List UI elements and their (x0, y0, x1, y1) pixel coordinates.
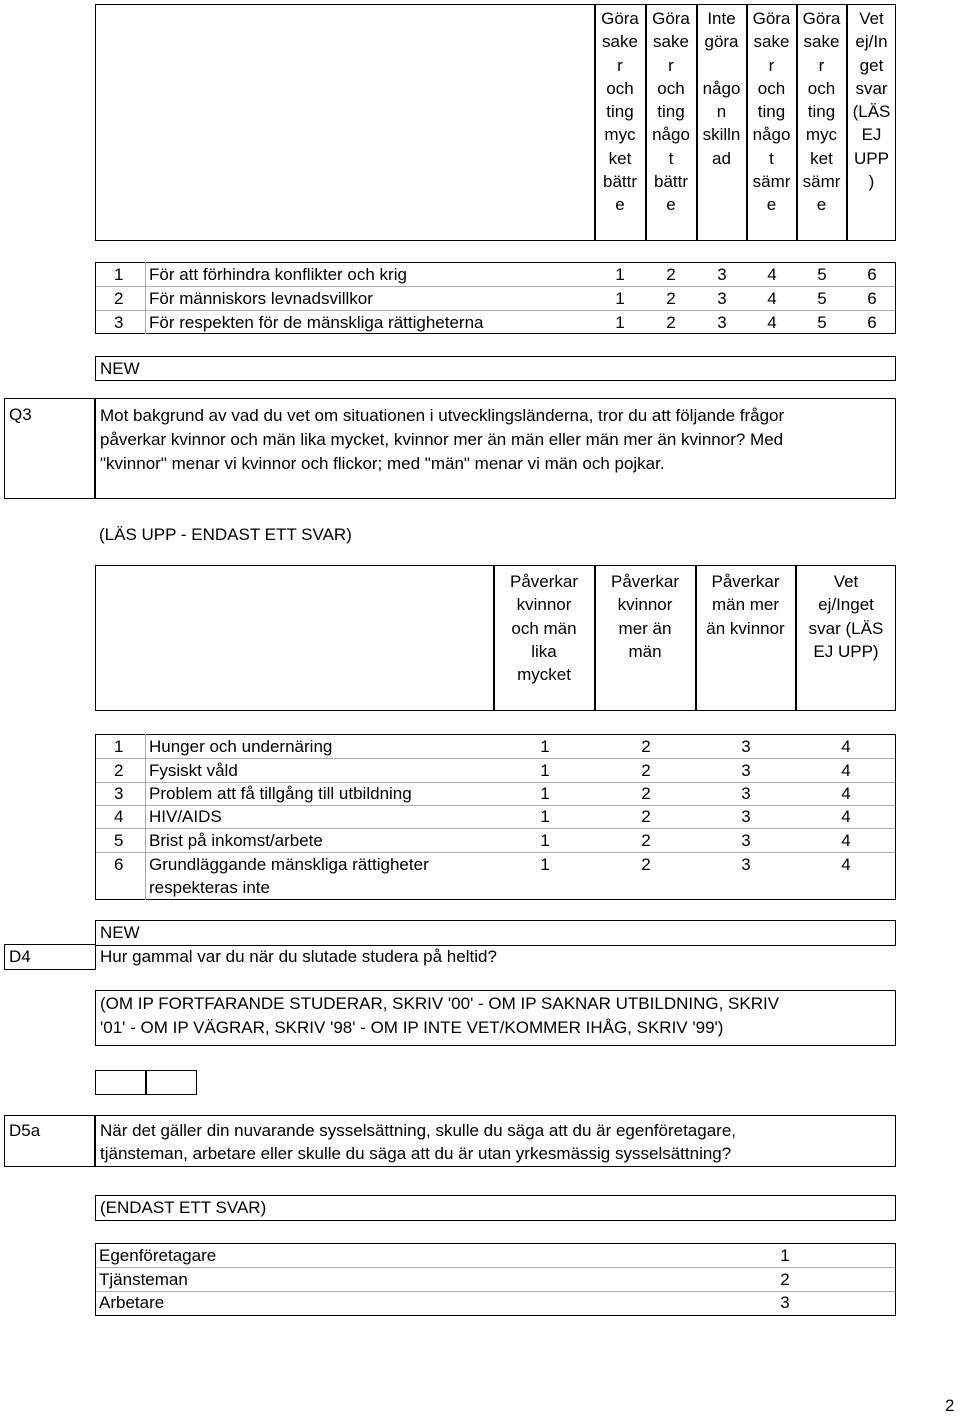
answer-code[interactable]: 4 (841, 737, 851, 756)
instruction: (OM IP FORTFARANDE STUDERAR, SKRIV '00' - OM IP SAKNAR UTBILDNING, SKRIV (100, 994, 780, 1013)
answer-code[interactable]: 1 (540, 807, 550, 826)
answer-code[interactable]: 6 (867, 289, 877, 308)
new-tag: NEW (100, 359, 140, 378)
answer-code[interactable]: 2 (666, 265, 676, 284)
row-label: För människors levnadsvillkor (149, 289, 373, 308)
answer-code[interactable]: 2 (641, 807, 651, 826)
option-label: Egenföretagare (99, 1246, 217, 1265)
new-tag-box (95, 920, 896, 946)
row-number: 1 (114, 737, 124, 756)
row-number: 1 (114, 265, 124, 284)
instruction: (ENDAST ETT SVAR) (100, 1198, 267, 1217)
answer-code[interactable]: 2 (666, 289, 676, 308)
q3-col-header: Påverkar män mer än kvinnor (706, 572, 785, 638)
answer-code[interactable]: 3 (741, 831, 751, 850)
answer-code[interactable]: 4 (841, 855, 851, 874)
table1-col-header: Vet ej/In get svar (LÄS EJ UPP ) (852, 9, 891, 192)
question-text: tjänsteman, arbetare eller skulle du säga att du är utan yrkesmässig sysselsättning? (100, 1144, 732, 1163)
answer-code[interactable]: 3 (717, 313, 727, 332)
table1-col-header: Göra sake r och ting myc ket sämr e (802, 9, 841, 215)
table1-col-header: Göra sake r och ting någo t sämr e (752, 9, 791, 215)
answer-code[interactable]: 1 (540, 761, 550, 780)
answer-code[interactable]: 6 (867, 265, 877, 284)
table1-col-header: Göra sake r och ting någo t bättr e (652, 9, 690, 215)
question-text: Hur gammal var du när du slutade studera på heltid? (100, 947, 497, 966)
row-label: Fysiskt våld (149, 761, 238, 780)
answer-code[interactable]: 4 (841, 784, 851, 803)
answer-code[interactable]: 3 (741, 855, 751, 874)
table1-col-header: Göra sake r och ting myc ket bättr e (601, 9, 639, 215)
q3-col-header: Vet ej/Inget svar (LÄS EJ UPP) (808, 572, 884, 661)
new-tag: NEW (100, 923, 140, 942)
answer-code[interactable]: 2 (641, 831, 651, 850)
row-label: Problem att få tillgång till utbildning (149, 784, 412, 803)
answer-code[interactable]: 2 (641, 784, 651, 803)
answer-code[interactable]: 1 (540, 737, 550, 756)
answer-code[interactable]: 1 (615, 313, 625, 332)
row-number: 3 (114, 784, 124, 803)
table1-col-header: Inte göra någo n skilln ad (702, 9, 741, 168)
option-code[interactable]: 2 (780, 1270, 790, 1289)
question-text: "kvinnor" menar vi kvinnor och flickor; med "män" menar vi män och pojkar. (100, 454, 665, 473)
answer-code[interactable]: 3 (741, 737, 751, 756)
row-label: För att förhindra konflikter och krig (149, 265, 407, 284)
question-id: D5a (9, 1121, 41, 1140)
q3-col-header: Påverkar kvinnor och män lika mycket (509, 572, 579, 685)
answer-code[interactable]: 4 (841, 807, 851, 826)
instruction: '01' - OM IP VÄGRAR, SKRIV '98' - OM IP INTE VET/KOMMER IHÅG, SKRIV '99') (100, 1018, 724, 1037)
row-number: 4 (114, 807, 124, 826)
answer-code[interactable]: 5 (817, 313, 827, 332)
row-number: 6 (114, 855, 124, 874)
answer-code[interactable]: 4 (767, 313, 777, 332)
row-label: HIV/AIDS (149, 807, 222, 826)
answer-code[interactable]: 6 (867, 313, 877, 332)
row-number: 3 (114, 313, 124, 332)
answer-code[interactable]: 3 (741, 761, 751, 780)
question-id: Q3 (9, 405, 32, 424)
age-digit-2-input[interactable] (145, 1070, 197, 1095)
answer-code[interactable]: 2 (641, 855, 651, 874)
answer-code[interactable]: 1 (540, 855, 550, 874)
answer-code[interactable]: 4 (767, 289, 777, 308)
q3-col-header: Påverkar kvinnor mer än män (610, 572, 680, 661)
row-label: Brist på inkomst/arbete (149, 831, 323, 850)
answer-code[interactable]: 4 (841, 831, 851, 850)
answer-code[interactable]: 1 (540, 784, 550, 803)
answer-code[interactable]: 3 (717, 265, 727, 284)
row-number: 5 (114, 831, 124, 850)
answer-code[interactable]: 2 (666, 313, 676, 332)
row-label: Grundläggande mänskliga rättigheter (149, 855, 429, 874)
question-text: När det gäller din nuvarande sysselsättning, skulle du säga att du är egenföretagare, (100, 1121, 737, 1140)
option-label: Arbetare (99, 1293, 165, 1312)
answer-code[interactable]: 4 (767, 265, 777, 284)
age-digit-1-input[interactable] (95, 1070, 147, 1095)
question-text: Mot bakgrund av vad du vet om situationen i utvecklingsländerna, tror du att följande frågor (100, 406, 785, 425)
new-tag-box (95, 356, 896, 381)
answer-code[interactable]: 1 (615, 289, 625, 308)
row-label: Hunger och undernäring (149, 737, 333, 756)
answer-code[interactable]: 5 (817, 289, 827, 308)
row-label: För respekten för de mänskliga rättigheterna (149, 313, 484, 332)
option-code[interactable]: 1 (780, 1246, 790, 1265)
instruction: (LÄS UPP - ENDAST ETT SVAR) (99, 525, 352, 544)
question-id: D4 (9, 947, 31, 966)
answer-code[interactable]: 4 (841, 761, 851, 780)
row-number: 2 (114, 761, 124, 780)
page-number: 2 (945, 1396, 955, 1415)
answer-code[interactable]: 3 (717, 289, 727, 308)
answer-code[interactable]: 2 (641, 737, 651, 756)
option-code[interactable]: 3 (780, 1293, 790, 1312)
answer-code[interactable]: 3 (741, 784, 751, 803)
answer-code[interactable]: 5 (817, 265, 827, 284)
row-number: 2 (114, 289, 124, 308)
answer-code[interactable]: 3 (741, 807, 751, 826)
answer-code[interactable]: 1 (540, 831, 550, 850)
row-label-continued: respekteras inte (149, 878, 270, 897)
question-text: påverkar kvinnor och män lika mycket, kvinnor mer än män eller män mer än kvinnor? Med (100, 430, 784, 449)
option-label: Tjänsteman (99, 1270, 188, 1289)
answer-code[interactable]: 2 (641, 761, 651, 780)
answer-code[interactable]: 1 (615, 265, 625, 284)
